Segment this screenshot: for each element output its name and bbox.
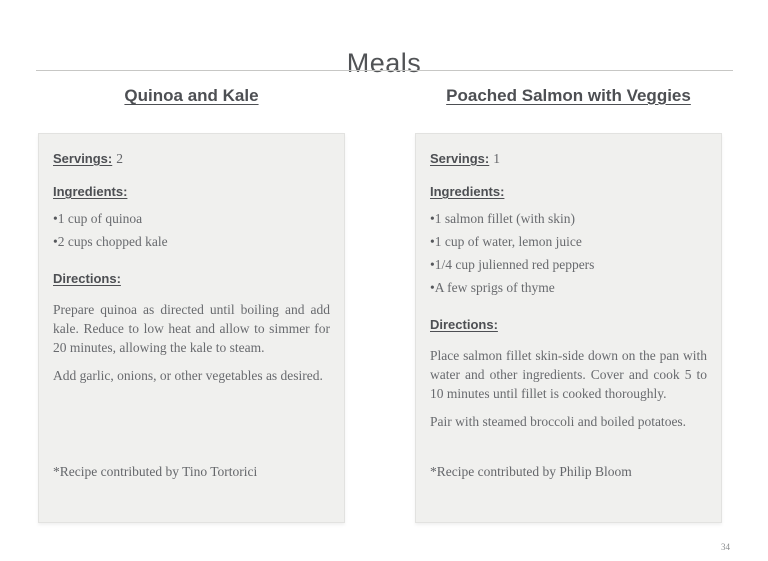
directions-label: Directions: xyxy=(53,271,121,286)
page-title: Meals xyxy=(346,48,422,79)
directions-paragraph: Add garlic, onions, or other vegetables as desired. xyxy=(53,368,323,383)
title-divider xyxy=(36,70,733,71)
directions-label: Directions: xyxy=(430,317,498,332)
ingredient-item: • 2 cups chopped kale xyxy=(53,235,330,249)
servings-label: Servings: xyxy=(430,151,490,166)
servings-row xyxy=(53,150,330,168)
ingredient-list xyxy=(53,212,330,258)
page-number: 34 xyxy=(721,542,730,552)
ingredient-item: • 1 cup of water, lemon juice xyxy=(430,235,707,249)
directions-paragraph: Pair with steamed broccoli and boiled potatoes. xyxy=(430,414,687,429)
servings-value: 2 xyxy=(116,151,123,166)
servings-label: Servings: xyxy=(53,151,113,166)
recipe-card xyxy=(415,133,722,523)
directions-text xyxy=(430,346,707,440)
recipe-footnote: *Recipe contributed by Philip Bloom xyxy=(430,464,632,479)
servings-row xyxy=(430,150,707,168)
ingredients-label: Ingredients: xyxy=(430,184,505,199)
ingredient-item: • 1 cup of quinoa xyxy=(53,212,330,226)
ingredients-label: Ingredients: xyxy=(53,184,128,199)
recipe-title: Poached Salmon with Veggies xyxy=(446,86,691,105)
ingredient-item: • 1 salmon fillet (with skin) xyxy=(430,212,707,226)
servings-value: 1 xyxy=(493,151,500,166)
ingredient-item: • A few sprigs of thyme xyxy=(430,281,707,295)
recipe-card xyxy=(38,133,345,523)
recipe-title: Quinoa and Kale xyxy=(124,86,259,105)
ingredient-item: • 1/4 cup julienned red peppers xyxy=(430,258,707,272)
ingredient-list xyxy=(430,212,707,304)
directions-paragraph: Place salmon fillet skin-side down on the pan with water and other ingredients. Cover and cook 5 to 10 minutes until fillet is cooked thoroughly. xyxy=(430,348,707,401)
recipe-footnote: *Recipe contributed by Tino Tortorici xyxy=(53,464,258,479)
directions-text xyxy=(53,300,330,394)
recipe-column-quinoa-and-kale xyxy=(38,86,345,523)
directions-paragraph: Prepare quinoa as directed until boiling and add kale. Reduce to low heat and allow to simmer for 20 minutes, allowing the kale to steam. xyxy=(53,302,330,355)
recipe-column-poached-salmon xyxy=(415,86,722,523)
